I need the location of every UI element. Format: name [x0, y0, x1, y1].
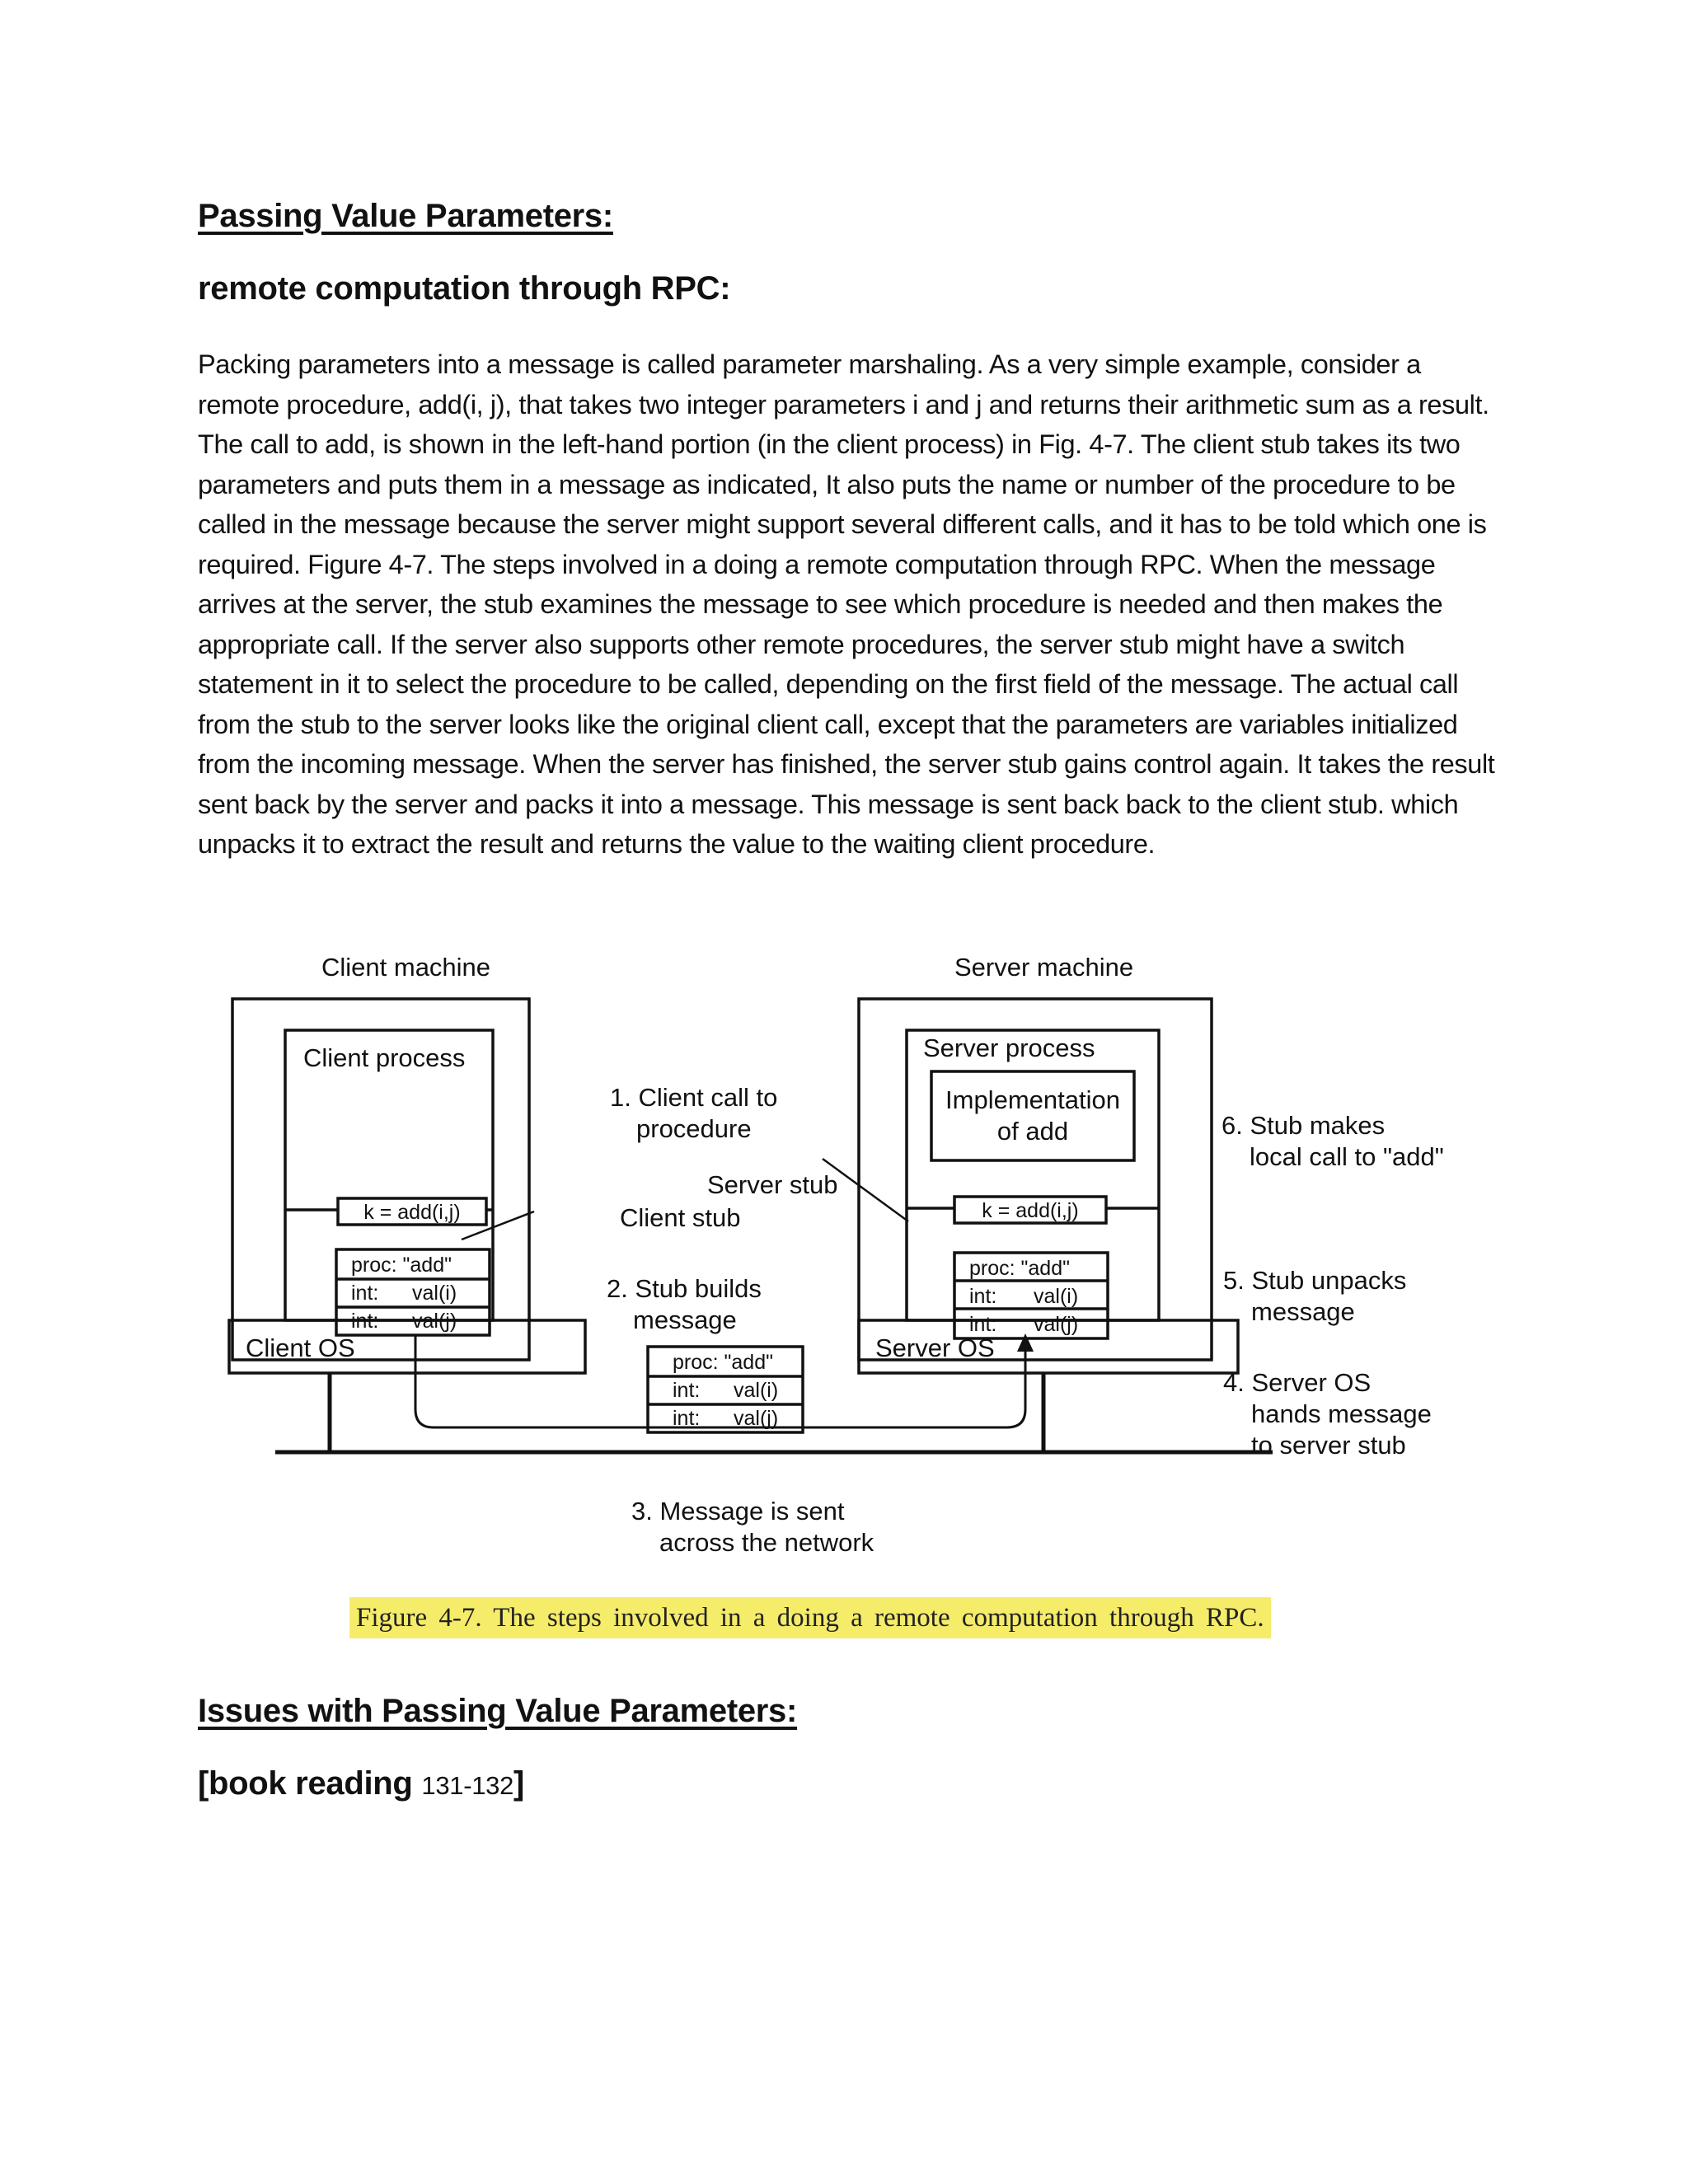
server-msg-int-j: int: — [969, 1313, 997, 1336]
client-process-box — [285, 1030, 493, 1320]
book-reading-open: [book reading — [198, 1765, 422, 1802]
figure-caption: Figure 4-7. The steps involved in a doing a remote computation through RPC. — [349, 1597, 1271, 1638]
heading-issues: Issues with Passing Value Parameters: — [198, 1693, 798, 1729]
implementation-label-2: of add — [996, 1117, 1069, 1146]
paragraph-text: Packing parameters into a message is called parameter marshaling. As a very simple example, consider a remote procedure, add(i, j), that takes two integer parameters i and j and returns their arithmetic sum as a result. The call to add, is shown in the left-hand portion (in the client process) in Fig. 4-7. The client stub takes its two parameters and puts them in a message as indicated, It also puts the name or number of the procedure to be called in the message because the server might support several different calls, and it has to be told which one is required. Figure 4-7. The steps involved in a doing a remote computation through RPC. When the message arrives at the server, the stub examines the message to see which procedure is needed and then makes the appropriate call. If the server also supports other remote procedures, the server stub might have a switch statement in it to select the procedure to be called, depending on the first field of the message. The actual call from the stub to the server looks like the original client call, except that the parameters are variables initialized from the incoming message. When the server has finished, the server stub gains control again. It takes the result sent back by the server and packs it into a message. This message is sent back back to the client stub. which unpacks it to extract the result and returns the value to the waiting client procedure. — [198, 349, 1495, 859]
client-msg-val-i: val(i) — [412, 1282, 457, 1305]
server-msg-val-j: val(j) — [1034, 1313, 1079, 1336]
client-msg-int-j: int: — [351, 1310, 379, 1333]
client-msg-proc: proc: "add" — [351, 1254, 452, 1277]
rpc-diagram — [206, 940, 1492, 1582]
implementation-label-1: Implementation — [945, 1085, 1120, 1114]
heading-passing-value-parameters: Passing Value Parameters: — [198, 198, 613, 234]
step-6-line-1: 6. Stub makes — [1221, 1111, 1386, 1140]
step-2-line-2: message — [633, 1305, 737, 1334]
server-os-label: Server OS — [875, 1333, 995, 1362]
client-process-label: Client process — [303, 1043, 466, 1072]
client-os-label: Client OS — [246, 1333, 355, 1362]
step-3-line-2: across the network — [659, 1528, 874, 1557]
client-msg-val-j: val(j) — [412, 1310, 457, 1333]
client-machine-label: Client machine — [321, 953, 491, 982]
step-4-line-2: hands message — [1251, 1399, 1432, 1428]
step-5-line-1: 5. Stub unpacks — [1223, 1266, 1407, 1295]
server-process-label: Server process — [923, 1033, 1095, 1062]
server-call-text: k = add(i,j) — [982, 1199, 1079, 1222]
server-msg-proc: proc: "add" — [969, 1257, 1070, 1280]
step-5-line-2: message — [1251, 1297, 1355, 1326]
client-msg-int-i: int: — [351, 1282, 379, 1305]
client-call-text: k = add(i,j) — [363, 1201, 461, 1224]
arrow-head-icon — [1017, 1333, 1034, 1352]
book-reading-close: ] — [513, 1765, 525, 1802]
step-3-line-1: 3. Message is sent — [631, 1497, 845, 1526]
step-4-line-3: to server stub — [1251, 1431, 1406, 1460]
heading-remote-computation: remote computation through RPC: — [198, 270, 731, 307]
body-paragraph — [198, 344, 1500, 865]
step-4-line-1: 4. Server OS — [1223, 1368, 1372, 1397]
net-msg-val-i: val(i) — [734, 1379, 779, 1402]
server-msg-int-i: int: — [969, 1285, 997, 1308]
client-stub-label: Client stub — [620, 1203, 741, 1232]
step-1-line-1: 1. Client call to — [610, 1083, 778, 1112]
server-msg-val-i: val(i) — [1034, 1285, 1079, 1308]
book-reading-pages: 131-132 — [421, 1771, 514, 1800]
rpc-figure — [206, 940, 1492, 1582]
net-msg-proc: proc: "add" — [673, 1351, 773, 1374]
step-6-line-2: local call to "add" — [1250, 1142, 1444, 1171]
net-msg-int-j: int: — [673, 1407, 701, 1430]
net-msg-val-j: val(j) — [734, 1407, 779, 1430]
server-machine-label: Server machine — [954, 953, 1134, 982]
step-2-line-1: 2. Stub builds — [607, 1274, 762, 1303]
server-stub-label: Server stub — [707, 1170, 838, 1199]
book-reading-line — [198, 1765, 524, 1802]
step-1-line-2: procedure — [636, 1114, 752, 1143]
net-msg-int-i: int: — [673, 1379, 701, 1402]
